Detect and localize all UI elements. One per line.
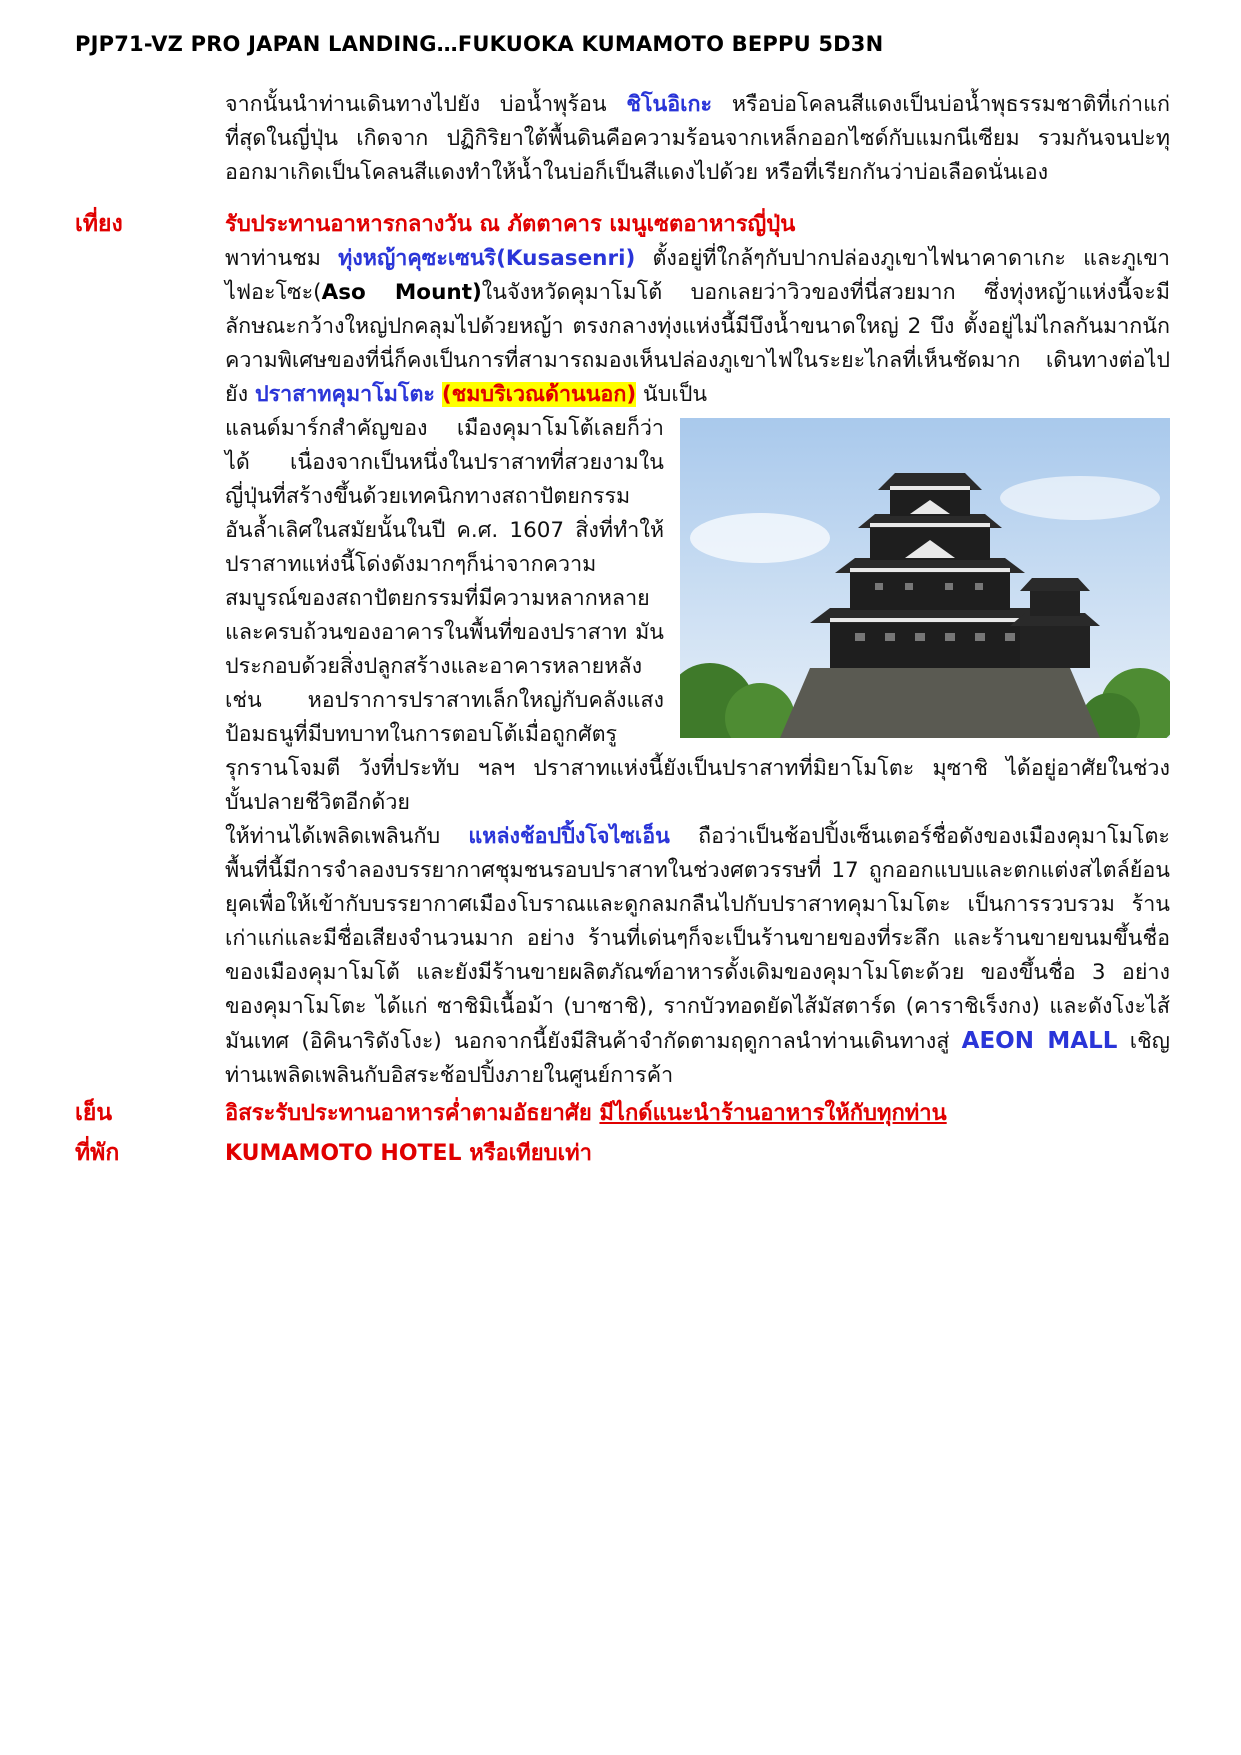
hotel-label: ที่พัก xyxy=(75,1140,120,1166)
shinoike-place: ชิโนอิเกะ xyxy=(626,92,713,117)
dinner-row xyxy=(75,1095,1175,1131)
aeon-mall-place: AEON MALL xyxy=(961,1028,1118,1054)
kusasenri-mid: ตั้งอยู่ที่ใกล้ๆกับปากปล่องภูเขาไฟนาคาดาเกะ และภูเขา ไฟอะโซะ( xyxy=(225,246,1170,305)
kusasenri-place: ทุ่งหญ้าคุซะเซนริ(Kusasenri) xyxy=(338,246,636,271)
lunch-row xyxy=(75,206,1175,242)
josaien-place: แหล่งช้อปปิ้งโจไซเอ็น xyxy=(468,824,670,849)
hotel-row xyxy=(75,1135,1175,1171)
castle-history-text: แลนด์มาร์กสำคัญของ เมืองคุมาโมโต้เลยก็ว่าได้ เนื่องจากเป็นหนึ่งในปราสาทที่สวยงามในญี่ปุ่นที่สร้างขึ้นด้วยเทคนิกทางสถาปัตยกรรม อันล้ำเลิศในสมัยนั้นในปี ค.ศ. 1607 สิ่งที่ทำให้ปราสาทแห่งนี้โด่งดังมากๆก็น่าจากความสมบูรณ์ของสถาปัตยกรรมที่มีความหลากหลายและครบถ้วนของอาคารในพื้นที่ของปราสาท มันประกอบด้วยสิ่งปลูกสร้างและอาคารหลายหลัง เช่น หอปราการปราสาทเล็กใหญ่กับคลังแสง ป้อมธนูที่มีบทบาทในการตอบโต้เมื่อถูกศัตรูรุกรานโจมตี วังที่ประทับ ฯลฯ ปราสาทแห่งนี้ยังเป็นปราสาทที่มิยาโมโตะ มุซาชิ ได้อยู่อาศัยในช่วงบั้นปลายชีวิตอีกด้วย xyxy=(225,416,1170,815)
kumamoto-castle-place: ปราสาทคุมาโมโตะ xyxy=(254,382,435,407)
lunch-paragraph-1 xyxy=(225,242,1170,1093)
hotel-name: KUMAMOTO HOTEL xyxy=(225,1141,462,1166)
intro-paragraph xyxy=(225,88,1170,190)
aeon-mall-desc: เชิญท่านเพลิดเพลินกับอิสระช้อปปิ้งภายในศูนย์การค้า xyxy=(225,1029,1170,1088)
dinner-label: เย็น xyxy=(75,1100,113,1126)
itinerary-content xyxy=(75,88,1175,1171)
aso-mount: Aso Mount) xyxy=(321,280,482,305)
josaien-desc: ถือว่าเป็นช้อปปิ้งเซ็นเตอร์ชื่อดังของเมืองคุมาโมโตะ พื้นที่นี้มีการจำลองบรรยากาศชุมชนรอบปราสาทในช่วงศตวรรษที่ 17 ถูกออกแบบและตกแต่งสไตล์ย้อนยุคเพื่อให้เข้ากับบรรยากาศเมืองโบราณและดูกลมกลืนไปกับปราสาทคุมาโมโตะ เป็นการรวบรวม ร้านเก่าแก่และมีชื่อเสียงจำนวนมาก อย่าง ร้านที่เด่นๆก็จะเป็นร้านขายของที่ระลึก และร้านขายขนมขึ้นชื่อของเมืองคุมาโมโต้ และยังมีร้านขายผลิตภัณฑ์อาหารดั้งเดิมของคุมาโมโตะด้วย ของขึ้นชื่อ 3 อย่างของคุมาโมโตะ ได้แก่ ซาชิมิเนื้อม้า (บาซาชิ), รากบัวทอดยัดไส้มัสตาร์ด (คาราชิเร็งกง) และดังโงะไส้มันเทศ (อิคินาริดังโงะ) นอกจากนี้ยังมีสินค้าจำกัดตามฤดูกาลนำท่านเดินทางสู่ xyxy=(225,824,1170,1054)
castle-lead: นับเป็น xyxy=(636,382,708,407)
lunch-label: เที่ยง xyxy=(75,211,123,237)
intro-text-post: หรือบ่อโคลนสีแดงเป็นบ่อน้ำพุธรรมชาติที่เก่าแก่ที่สุดในญี่ปุ่น เกิดจาก ปฏิกิริยาใต้พื้นดินคือความร้อนจากเหล็กออกไซด์กับแมกนีเซียม รวมกันจนปะทุออกมาเกิดเป็นโคลนสีแดงทำให้น้ำในบ่อก็เป็นสีแดงไปด้วย หรือที่เรียกกันว่าบ่อเลือดนั่นเอง xyxy=(225,92,1170,185)
hotel-suffix: หรือเทียบเท่า xyxy=(461,1141,593,1166)
guide-recommendation: มีไกด์แนะนำร้านอาหารให้กับทุกท่าน xyxy=(599,1101,947,1126)
dinner-text: อิสระรับประทานอาหารค่ำตามอัธยาศัย xyxy=(225,1101,600,1126)
lunch-heading: รับประทานอาหารกลางวัน ณ ภัตตาคาร เมนูเซตอาหารญี่ปุ่น xyxy=(225,212,796,237)
kusasenri-desc: ในจังหวัดคุมาโมโต้ บอกเลยว่าวิวของที่นี่สวยมาก ซึ่งทุ่งหญ้าแห่งนี้จะมีลักษณะกว้างใหญ่ปกคลุมไปด้วยหญ้า ตรงกลางทุ่งแห่งนี้มีบึงน้ำขนาดใหญ่ 2 บึง ตั้งอยู่ไม่ไกลกันมากนัก ความพิเศษของที่นี่ก็คงเป็นการที่สามารถมองเห็นปล่องภูเขาไฟในระยะไกลที่เห็นชัดมาก เดินทางต่อไปยัง xyxy=(225,280,1170,407)
kusasenri-intro: พาท่านชม xyxy=(225,246,339,271)
page-header-title: PJP71-VZ PRO JAPAN LANDING…FUKUOKA KUMAMOTO BEPPU 5D3N xyxy=(75,32,884,56)
josaien-intro: ให้ท่านได้เพลิดเพลินกับ xyxy=(225,824,469,849)
outside-view-highlight: (ชมบริเวณด้านนอก) xyxy=(441,382,637,407)
intro-text-pre: จากนั้นนำท่านเดินทางไปยัง บ่อน้ำพุร้อน xyxy=(225,92,627,117)
kumamoto-castle-photo xyxy=(680,418,1170,738)
